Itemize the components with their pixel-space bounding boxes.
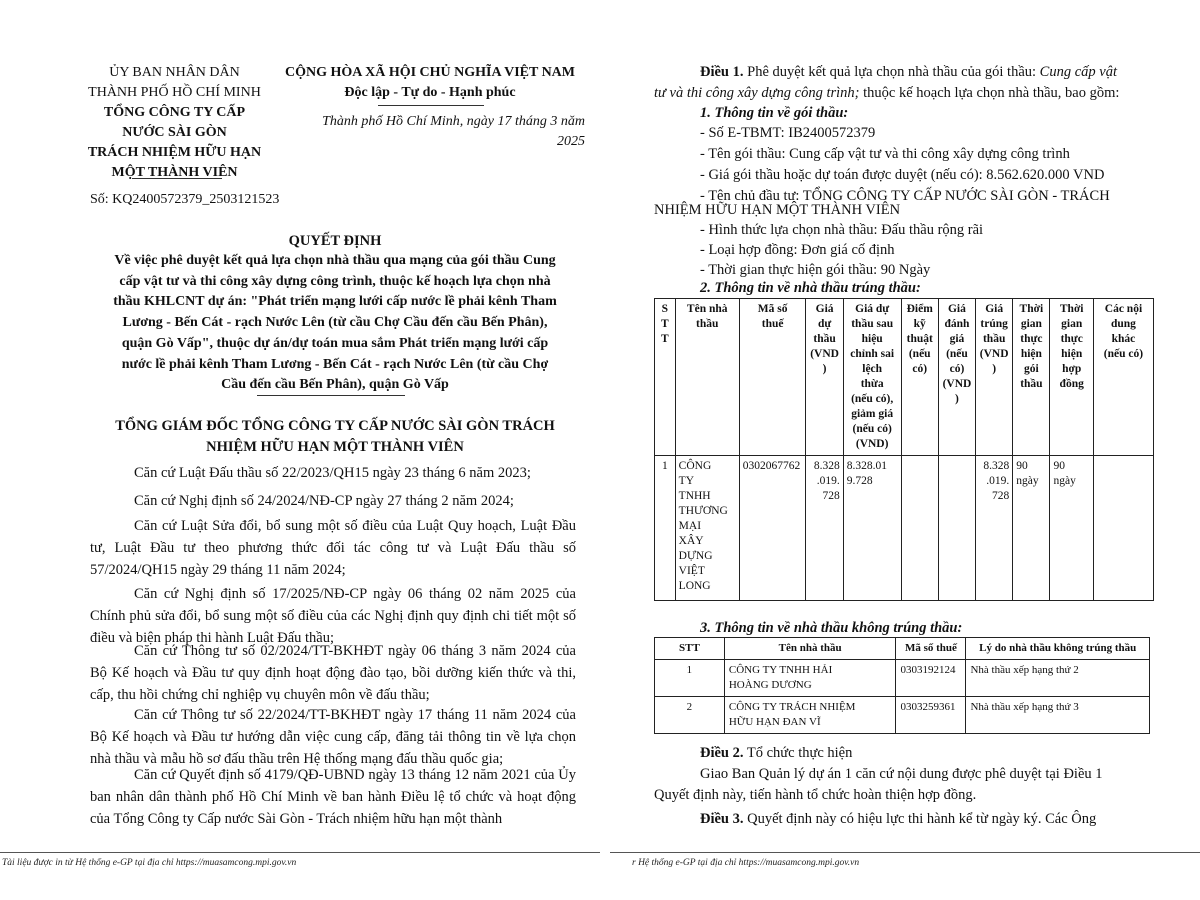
table-header-row — [655, 638, 1150, 660]
column-header: Tên nhà thầu — [675, 299, 739, 456]
article-3 — [700, 809, 1160, 829]
package-info-item: - Thời gian thực hiện gói thầu: 90 Ngày — [700, 262, 931, 278]
decision-line: thầu KHLCNT dự án: "Phát triển mạng lưới cấp nước lề phải kênh Tham — [113, 294, 557, 310]
article-2-body-line-2: Quyết định này, tiến hành tổ chức hoàn thiện hợp đồng. — [654, 787, 977, 803]
basis-paragraph: Căn cứ Nghị định số 24/2024/NĐ-CP ngày 27 tháng 2 năm 2024; — [134, 493, 514, 509]
org-line-2: THÀNH PHỐ HỒ CHÍ MINH — [88, 85, 261, 100]
article-1-text-cont: thuộc kế hoạch lựa chọn nhà thầu, bao gồm: — [859, 85, 1120, 101]
table-cell — [901, 456, 938, 601]
article-3-label: Điều 3. — [700, 811, 744, 827]
table-row — [655, 697, 1150, 734]
basis-paragraph: Căn cứ Luật Sửa đổi, bổ sung một số điều của Luật Quy hoạch, Luật Đầu tư, Luật Đầu tư theo phương thức đối tác công tư và Luật Đấu thầu số 57/2024/QH15 ngày 29 tháng 11 năm 2024; — [90, 518, 576, 578]
national-header — [275, 63, 585, 103]
footer-rule — [0, 852, 600, 853]
date-line-2: 2025 — [557, 134, 585, 149]
article-1-text: Phê duyệt kết quả lựa chọn nhà thầu của gói thầu: — [743, 64, 1040, 80]
org-line-1: ỦY BAN NHÂN DÂN — [109, 65, 240, 80]
authority-line-2: NHIỆM HỮU HẠN MỘT THÀNH VIÊN — [206, 439, 464, 455]
article-2-label: Điều 2. — [700, 745, 744, 761]
package-name-italic: Cung cấp vật — [1039, 64, 1117, 80]
table-cell: 1 — [655, 456, 676, 601]
section-2-title: 2. Thông tin về nhà thầu trúng thầu: — [700, 280, 921, 296]
table-cell — [938, 456, 975, 601]
column-header: Giá dự thầu sau hiệu chỉnh sai lệch thừa (nếu có), giảm giá (nếu có) (VND) — [843, 299, 901, 456]
package-info-list-2 — [700, 220, 1200, 280]
org-line-4: NƯỚC SÀI GÒN — [122, 125, 227, 140]
org-underline — [132, 178, 222, 179]
package-info-item: - Hình thức lựa chọn nhà thầu: Đấu thầu rộng rãi — [700, 222, 984, 238]
basis-paragraph: Căn cứ Quyết định số 4179/QĐ-UBND ngày 13 tháng 12 năm 2021 của Ủy ban nhân dân thành phố Hồ Chí Minh về ban hành Điều lệ tổ chức và hoạt động của Tổng Công ty Cấp nước Sài Gòn - Trách nhiệm hữu hạn một thành — [90, 767, 576, 827]
table-cell: 90 ngày — [1013, 456, 1050, 601]
column-header: Giá dự thầu (VND ) — [806, 299, 843, 456]
column-header: Tên nhà thầu — [724, 638, 896, 660]
page-gutter — [600, 0, 610, 900]
authority-heading — [84, 416, 586, 458]
column-header: Thời gian thực hiện gói thầu — [1013, 299, 1050, 456]
table-cell: 8.328.01 9.728 — [843, 456, 901, 601]
column-header: Điểm kỹ thuật (nếu có) — [901, 299, 938, 456]
right-page — [610, 0, 1200, 900]
column-header: Giá đánh giá (nếu có) (VND ) — [938, 299, 975, 456]
decision-line: cấp vật tư và thi công xây dựng công trình, thuộc kế hoạch lựa chọn nhà — [119, 273, 551, 289]
document-number: Số: KQ2400572379_2503121523 — [90, 192, 280, 207]
column-header: STT — [655, 638, 725, 660]
table-row — [655, 456, 1154, 601]
section-3-title: 3. Thông tin về nhà thầu không trúng thầu: — [700, 620, 963, 636]
package-info-item: - Giá gói thầu hoặc dự toán được duyệt (nếu có): 8.562.620.000 VND — [700, 167, 1105, 183]
decision-title: QUYẾT ĐỊNH — [288, 233, 382, 249]
basis-paragraph: Căn cứ Thông tư số 22/2024/TT-BKHĐT ngày 17 tháng 11 năm 2024 của Bộ Kế hoạch và Đầu tư hướng dẫn việc cung cấp, đăng tải thông tin về lựa chọn nhà thầu và mẫu hồ sơ đấu thầu trên Hệ thống mạng đấu thầu quốc gia; — [90, 707, 576, 767]
decision-heading — [84, 231, 586, 396]
authority-line-1: TỔNG GIÁM ĐỐC TỔNG CÔNG TY CẤP NƯỚC SÀI GÒN TRÁCH — [115, 418, 555, 434]
footer-rule — [610, 852, 1200, 853]
column-header: Thời gian thực hiện hợp đồng — [1050, 299, 1093, 456]
basis-paragraph: Căn cứ Luật Đấu thầu số 22/2023/QH15 ngày 23 tháng 6 năm 2023; — [134, 465, 531, 481]
column-header: Các nội dung khác (nếu có) — [1093, 299, 1153, 456]
article-2-body-line-1: Giao Ban Quản lý dự án 1 căn cứ nội dung được phê duyệt tại Điều 1 — [700, 766, 1103, 782]
left-footer: Tài liệu được in từ Hệ thống e-GP tại địa chỉ https://muasamcong.mpi.gov.vn — [2, 858, 297, 868]
table-cell: CÔNG TY TRÁCH NHIỆM HỮU HẠN ĐAN VĨ — [724, 697, 896, 734]
owner-continuation: NHIỆM HỮU HẠN MỘT THÀNH VIÊN — [654, 202, 901, 218]
table-cell: 90 ngày — [1050, 456, 1093, 601]
nation-line-2: Độc lập - Tự do - Hạnh phúc — [344, 85, 516, 100]
table-row — [655, 660, 1150, 697]
article-1 — [654, 62, 1154, 104]
section-1-title: 1. Thông tin về gói thầu: — [700, 105, 849, 121]
decision-line: Lương - Bến Cát - rạch Nước Lên (từ cầu Chợ Cầu đến cầu Bến Phân), — [122, 315, 548, 331]
table-cell: 0303192124 — [896, 660, 966, 697]
article-2-body — [654, 764, 1154, 806]
table-cell: 2 — [655, 697, 725, 734]
decision-line: nước lề phải kênh Tham Lương - Bến Cát - rạch Nước Lên (từ cầu Chợ — [121, 356, 549, 372]
table-cell: Nhà thầu xếp hạng thứ 2 — [966, 660, 1150, 697]
date-line — [285, 112, 585, 152]
nation-line-1: CỘNG HÒA XÃ HỘI CHỦ NGHĨA VIỆT NAM — [284, 65, 575, 80]
org-line-5: TRÁCH NHIỆM HỮU HẠN — [87, 145, 262, 160]
article-2-text: Tổ chức thực hiện — [743, 745, 853, 761]
article-1-label: Điều 1. — [700, 64, 744, 80]
table-cell: Nhà thầu xếp hạng thứ 3 — [966, 697, 1150, 734]
package-info-item: - Tên chủ đầu tư: TỔNG CÔNG TY CẤP NƯỚC SÀI GÒN - TRÁCH — [700, 188, 1110, 204]
column-header: Giá trúng thầu (VND ) — [976, 299, 1013, 456]
decision-line: quận Gò Vấp", thuộc dự án/dự toán mua sắm Phát triển mạng lưới cấp — [121, 335, 549, 351]
package-name-italic-cont: tư và thi công xây dựng công trình; — [654, 85, 860, 101]
decision-subject — [84, 251, 586, 396]
issuing-organization — [62, 63, 287, 183]
column-header: Mã số thuế — [739, 299, 806, 456]
decision-line: Cầu đến cầu Bến Phân), quận Gò Vấp — [221, 377, 449, 393]
table-cell: 8.328 .019. 728 — [806, 456, 843, 601]
nation-underline — [378, 105, 484, 106]
table-cell: 0302067762 — [739, 456, 806, 601]
article-3-text: Quyết định này có hiệu lực thi hành kể từ ngày ký. Các Ông — [743, 811, 1097, 827]
org-line-3: TỔNG CÔNG TY CẤP — [103, 105, 246, 120]
table-cell — [1093, 456, 1153, 601]
package-info-item: - Số E-TBMT: IB2400572379 — [700, 125, 876, 141]
table-cell: CÔNG TY TNHH HẢI HOÀNG DƯƠNG — [724, 660, 896, 697]
package-info-list — [700, 123, 1200, 207]
package-info-item: - Loại hợp đồng: Đơn giá cố định — [700, 242, 895, 258]
column-header: Lý do nhà thầu không trúng thầu — [966, 638, 1150, 660]
date-line-1: Thành phố Hồ Chí Minh, ngày 17 tháng 3 năm — [322, 114, 585, 129]
winning-bidder-table — [654, 298, 1154, 601]
article-2 — [700, 743, 1200, 763]
decision-line: Về việc phê duyệt kết quả lựa chọn nhà thầu qua mạng của gói thầu Cung — [114, 253, 556, 268]
table-cell: 1 — [655, 660, 725, 697]
table-cell: 0303259361 — [896, 697, 966, 734]
package-info-item: - Tên gói thầu: Cung cấp vật tư và thi công xây dựng công trình — [700, 146, 1070, 162]
basis-paragraph: Căn cứ Nghị định số 17/2025/NĐ-CP ngày 06 tháng 02 năm 2025 của Chính phủ sửa đổi, bổ sung một số điều của các Nghị định quy định chi tiết một số điều và biện pháp thi hành Luật Đấu thầu; — [90, 586, 576, 646]
table-cell: 8.328 .019. 728 — [976, 456, 1013, 601]
right-footer: r Hệ thống e-GP tại địa chỉ https://muasamcong.mpi.gov.vn — [632, 858, 860, 868]
decision-underline — [257, 395, 405, 396]
column-header: S T T — [655, 299, 676, 456]
basis-paragraph: Căn cứ Thông tư số 02/2024/TT-BKHĐT ngày 06 tháng 3 năm 2024 của Bộ Kế hoạch và Đầu tư quy định hoạt động đào tạo, bồi dưỡng kiến thức và thi, cấp, thu hồi chứng chỉ nghiệp vụ chuyên môn về đấu thầu; — [90, 643, 576, 703]
table-header-row — [655, 299, 1154, 456]
losing-bidders-table — [654, 637, 1150, 734]
table-cell: CÔNG TY TNHH THƯƠNG MẠI XÂY DỰNG VIỆT LONG — [675, 456, 739, 601]
column-header: Mã số thuế — [896, 638, 966, 660]
org-line-6: MỘT THÀNH VIÊN — [111, 165, 238, 180]
